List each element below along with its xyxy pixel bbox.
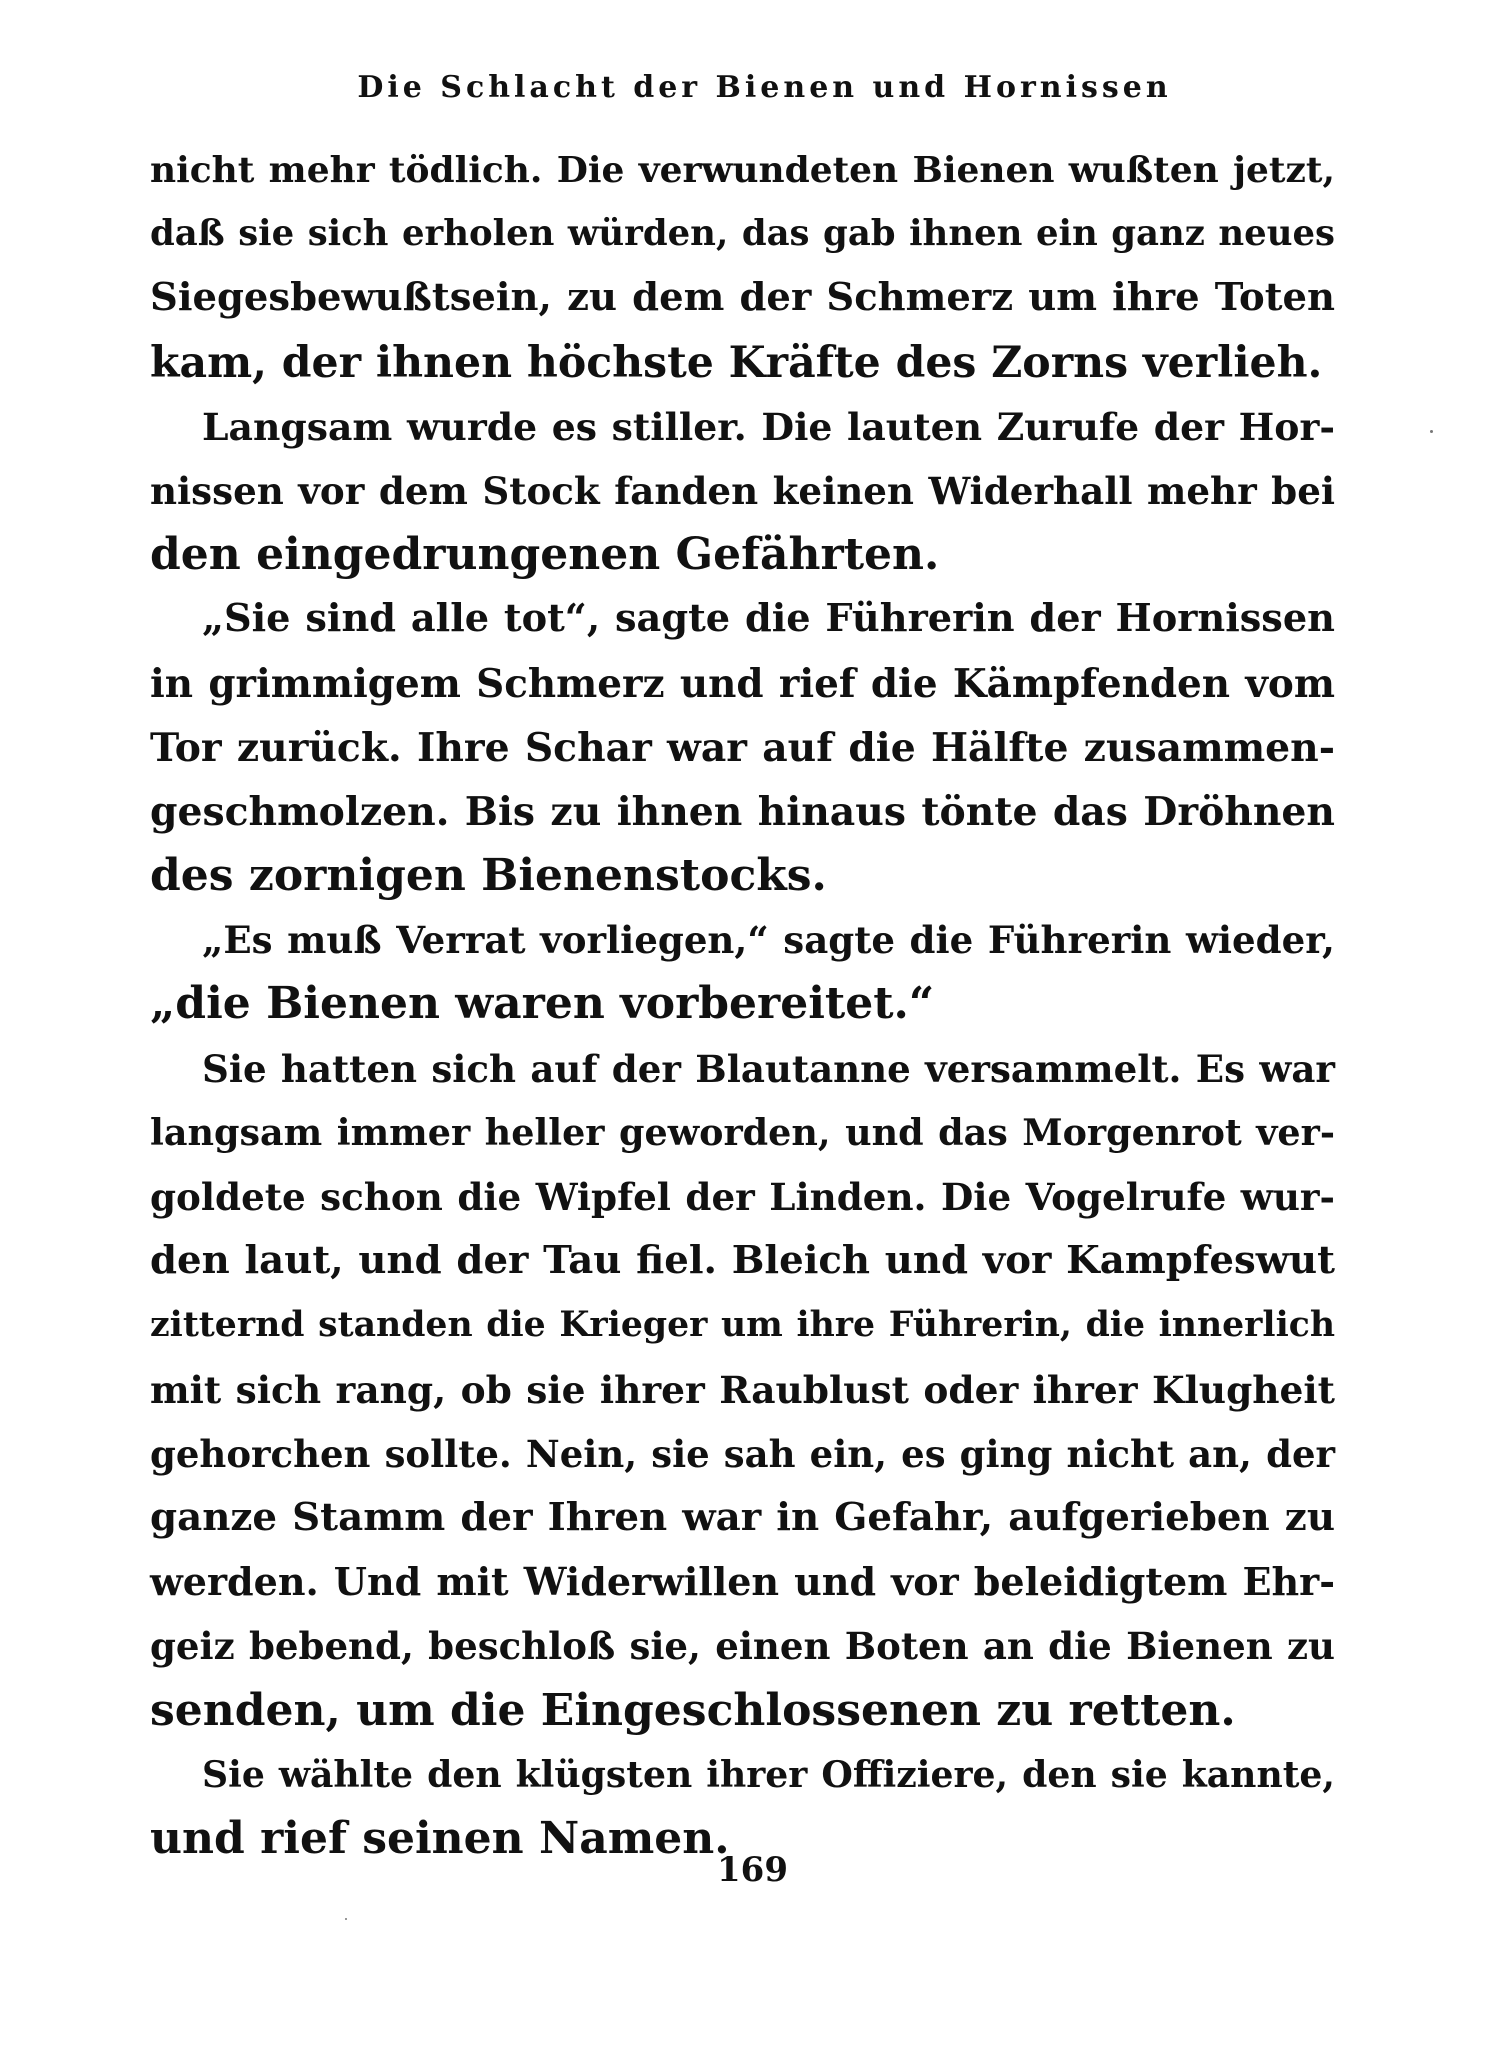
scan-speck [345,1918,347,1920]
text-line: geiz bebend, beschloß sie, einen Boten an die Bienen zu [150,1624,1335,1669]
running-head: Die Schlacht der Bienen und Hornissen [357,70,1172,105]
text-line: zitternd standen die Krieger um ihre Führerin, die innerlich [150,1304,1335,1346]
text-line: geschmolzen. Bis zu ihnen hinaus tönte das Dröhnen [150,788,1335,835]
scan-speck [1430,430,1433,433]
text-line: mit sich rang, ob sie ihrer Raublust oder ihrer Klugheit [150,1367,1335,1412]
text-line: Sie wählte den klügsten ihrer Offiziere, den sie kannte, [202,1752,1335,1796]
text-line: gehorchen sollte. Nein, sie sah ein, es ging nicht an, der [150,1431,1335,1476]
text-line: „Sie sind alle tot“, sagte die Führerin der Hornissen [202,596,1335,642]
text-line: Tor zurück. Ihre Schar war auf die Hälfte zusammen- [150,724,1335,771]
text-line: und rief seinen Namen. [150,1812,730,1864]
page-number: 169 [717,1850,788,1890]
text-line: den laut, und der Tau fiel. Bleich und vor Kampfeswut [150,1238,1335,1284]
body-text [150,138,1335,1871]
text-line: goldete schon die Wipfel der Linden. Die Vogelrufe wur- [150,1175,1335,1219]
text-line: Sie hatten sich auf der Blautanne versammelt. Es war [202,1046,1335,1091]
text-line: den eingedrungenen Gefährten. [150,529,940,581]
text-line: langsam immer heller geworden, und das Morgenrot ver- [150,1110,1335,1154]
text-line: ganze Stamm der Ihren war in Gefahr, aufgerieben zu [150,1494,1335,1540]
text-line: Langsam wurde es stiller. Die lauten Zurufe der Hor- [202,404,1335,449]
text-line: daß sie sich erholen würden, das gab ihnen ein ganz neues [150,213,1335,255]
text-line: des zornigen Bienenstocks. [150,850,827,902]
text-line: nissen vor dem Stock fanden keinen Widerhall mehr bei [150,468,1335,513]
text-line: nicht mehr tödlich. Die verwundeten Bienen wußten jetzt, [150,149,1335,191]
text-line: in grimmigem Schmerz und rief die Kämpfenden vom [150,660,1335,707]
text-line: Siegesbewußtsein, zu dem der Schmerz um ihre Toten [150,275,1335,321]
text-line: kam, der ihnen höchste Kräfte des Zorns verlieh. [150,337,1323,388]
text-line: „Es muß Verrat vorliegen,“ sagte die Führerin wieder, [202,918,1335,963]
text-line: werden. Und mit Widerwillen und vor beleidigtem Ehr- [150,1559,1335,1605]
text-line: senden, um die Eingeschlossenen zu retten. [150,1684,1236,1736]
text-line: „die Bienen waren vorbereitet.“ [150,978,935,1030]
